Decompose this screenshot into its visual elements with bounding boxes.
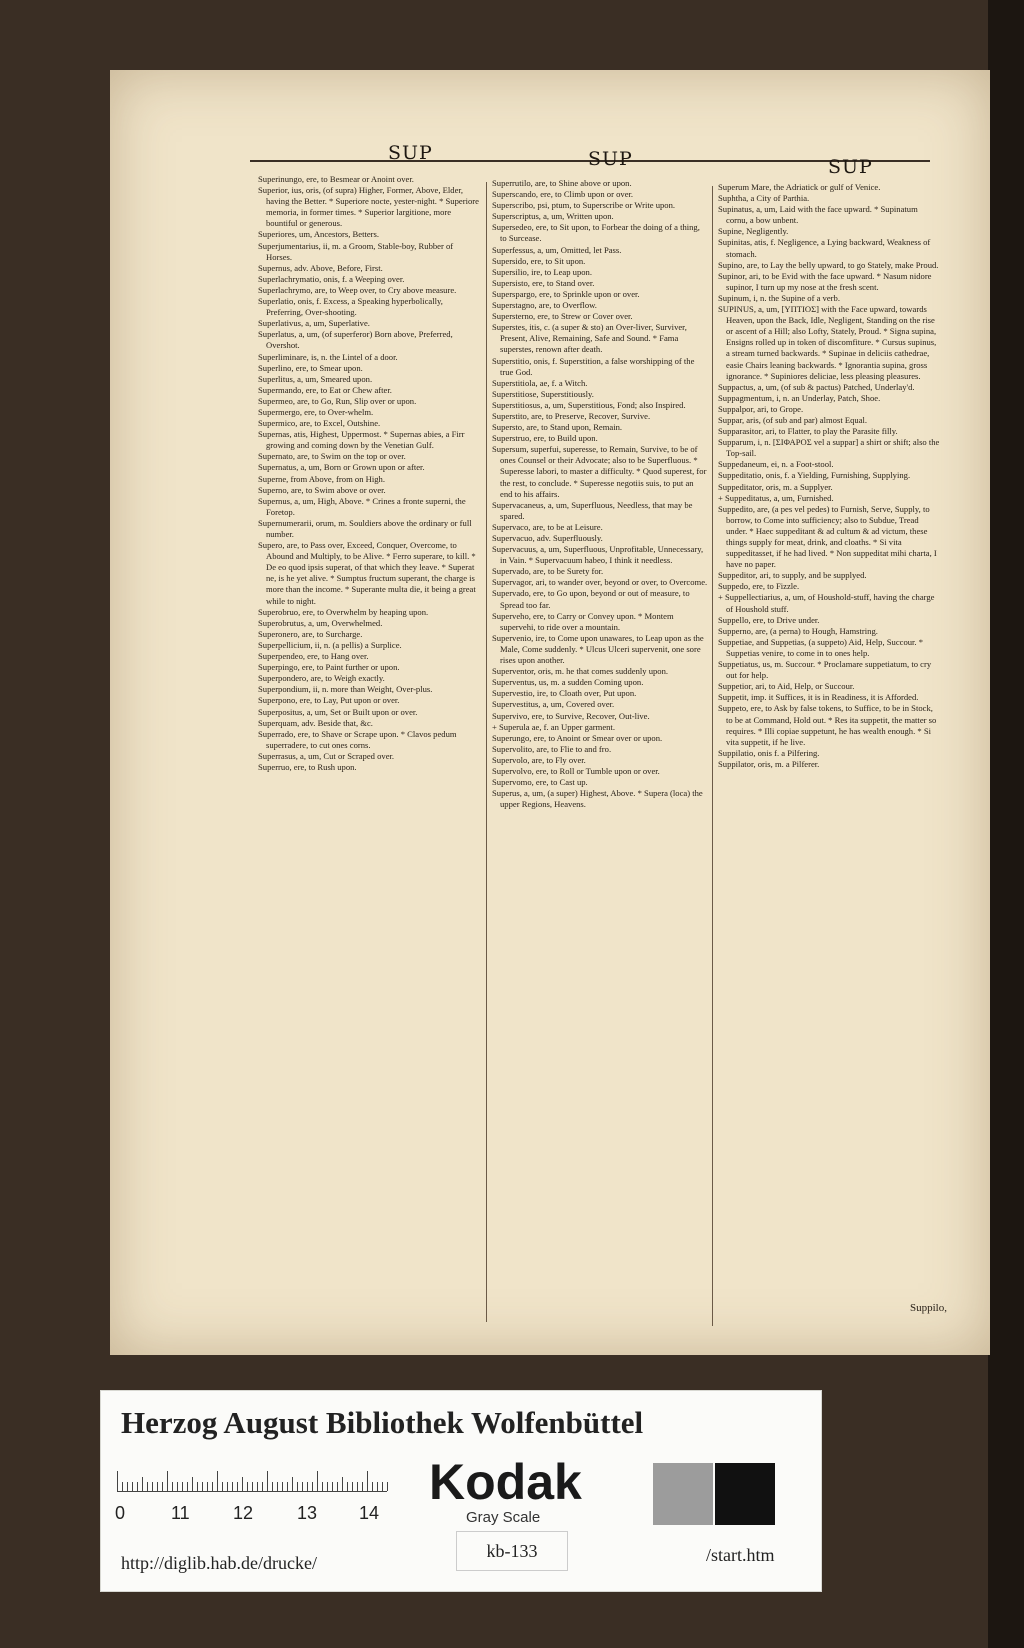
dictionary-entry: Superlachrymo, are, to Weep over, to Cry above measure. (258, 284, 457, 295)
dictionary-entry: Superscando, ere, to Climb upon or over. (492, 189, 634, 200)
ruler-tick (287, 1482, 288, 1491)
dictionary-entry: Superpellicium, ii, n. (a pellis) a Surplice. (258, 639, 402, 650)
dictionary-entry: Supernatus, a, um, Born or Grown upon or after. (258, 462, 425, 473)
dictionary-entry: Supervaco, are, to be at Leisure. (492, 521, 603, 532)
dictionary-entry: Suppar, aris, (of sub and par) almost Equal. (718, 414, 868, 425)
dictionary-entry: Superlatio, onis, f. Excess, a Speaking hyperbolically, Preferring, Over-shooting. (258, 296, 443, 318)
dictionary-entry: Suppetiatus, us, m. Succour. * Proclamare suppetiatum, to cry out for help. (718, 659, 932, 681)
dictionary-entry: Supervestio, ire, to Cloath over, Put upon. (492, 688, 637, 699)
dictionary-entry: Superjumentarius, ii, m. a Groom, Stable-boy, Rubber of Horses. (258, 240, 454, 262)
dictionary-entry: Superpono, ere, to Lay, Put upon or over. (258, 695, 400, 706)
scan-edge (988, 0, 1024, 1648)
dictionary-entry: Superlativus, a, um, Superlative. (258, 318, 370, 329)
dictionary-entry: Superstitiola, ae, f. a Witch. (492, 377, 588, 388)
dictionary-entry: Superpendeo, ere, to Hang over. (258, 651, 369, 662)
url-text: http://diglib.hab.de/drucke/ (121, 1553, 317, 1573)
dictionary-entry: SUPINUS, a, um, [ΥΠΤΙΟΣ] with the Face upward, towards Heaven, upon the Back, Idle, Negligent, Standing on the rise or ascent of a Hill; also Lofty, Stately, Proud. * Signa supina, Ensigns rolled up in token of discomfiture. * Cursus supinus, a stream turned backwards. * Supinae in deliciis cathedrae, easie Chairs leaning backwards. * Ignorantia supina, gross ignorance. * Supiniores deliciae, less pleasing pleasures. (718, 304, 937, 381)
gray-scale-label: Gray Scale (466, 1509, 541, 1526)
dictionary-entry: Suppactus, a, um, (of sub & pactus) Patched, Underlay'd. (718, 381, 915, 392)
dictionary-entry: Superveho, ere, to Carry or Convey upon. * Montem supervehi, to ride over a mountain. (492, 610, 674, 632)
ruler-tick (222, 1482, 223, 1491)
shelf-code: kb-133 (456, 1531, 568, 1571)
dictionary-entry: Supervolito, are, to Flie to and fro. (492, 743, 612, 754)
dictionary-entry: Superrutilo, are, to Shine above or upon. (492, 178, 632, 188)
dictionary-entry: + Superula ae, f. an Upper garment. (492, 721, 615, 732)
dictionary-entry: Suppeto, ere, to Ask by false tokens, to Suffice, to be in Stock, to be at Command, Hold out. * Res ita suppetit, the matter so requires. * Illi copiae suppetunt, he has wealth enough. * Si vita suppetit, if he live. (718, 703, 937, 747)
dictionary-entry: Suppeditator, oris, m. a Supplyer. (718, 481, 833, 492)
ruler-tick (372, 1482, 373, 1491)
dictionary-entry: Superobruo, ere, to Overwhelm by heaping upon. (258, 606, 429, 617)
ruler-tick (297, 1482, 298, 1491)
ruler-tick (332, 1482, 333, 1491)
ruler-tick (152, 1482, 153, 1491)
dictionary-entry: Suppello, ere, to Drive under. (718, 614, 820, 625)
ruler-tick (137, 1482, 138, 1491)
dictionary-entry: Superstagno, are, to Overflow. (492, 300, 597, 311)
header-right: SUP (828, 156, 873, 178)
dictionary-column-3 (718, 182, 940, 770)
ruler-tick (202, 1482, 203, 1491)
ruler-tick (277, 1482, 278, 1491)
dictionary-entry: Supernus, adv. Above, Before, First. (258, 262, 383, 273)
ruler-tick (232, 1482, 233, 1491)
ruler-tick (387, 1482, 388, 1491)
ruler-tick (127, 1482, 128, 1491)
dictionary-entry: Supermergo, ere, to Over-whelm. (258, 406, 374, 417)
dictionary-entry: Superungo, ere, to Anoint or Smear over or upon. (492, 732, 663, 743)
dictionary-entry: Suppetit, imp. it Suffices, it is in Readiness, it is Afforded. (718, 692, 919, 703)
column-divider (486, 182, 487, 1322)
ruler-tick (307, 1482, 308, 1491)
ruler-tick (352, 1482, 353, 1491)
black-swatch (715, 1463, 775, 1525)
archive-card (100, 1390, 822, 1592)
ruler-label: 12 (233, 1503, 254, 1523)
dictionary-entry: Supervacaneus, a, um, Superfluous, Needless, that may be spared. (492, 499, 693, 521)
ruler-tick (172, 1482, 173, 1491)
kodak-logo: Kodak (429, 1454, 582, 1510)
dictionary-entry: Superscribo, psi, ptum, to Superscribe or Write upon. (492, 200, 676, 211)
ruler-tick (367, 1471, 368, 1491)
dictionary-entry: Supernus, a, um, High, Above. * Crines a fronte superni, the Foretop. (258, 495, 466, 517)
dictionary-column-1 (258, 174, 480, 773)
dictionary-entry: Supinor, ari, to be Evid with the face upward. * Nasum nidore supinor, I turn up my nose at the fresh scent. (718, 270, 932, 292)
dictionary-entry: Supparum, i, n. [ΣΙΦΑΡΟΣ vel a suppar] a shirt or shift; also the Top-sail. (718, 437, 940, 459)
dictionary-entry: Superventus, us, m. a sudden Coming upon. (492, 677, 644, 688)
dictionary-entry: Supervado, are, to be Surety for. (492, 566, 604, 577)
ruler-label: 11 (171, 1503, 190, 1523)
dictionary-entry: Superspargo, ere, to Sprinkle upon or over. (492, 288, 640, 299)
start-path: /start.htm (706, 1545, 775, 1565)
ruler-tick (342, 1477, 343, 1491)
dictionary-entry: Supersilio, ire, to Leap upon. (492, 266, 593, 277)
ruler-tick (167, 1471, 168, 1491)
ruler-tick (157, 1482, 158, 1491)
dictionary-entry: Superliminare, is, n. the Lintel of a door. (258, 351, 398, 362)
ruler-tick (177, 1482, 178, 1491)
dictionary-entry: Supperno, are, (a perna) to Hough, Hamstring. (718, 625, 878, 636)
dictionary-entry: Superpositus, a, um, Set or Built upon or over. (258, 706, 418, 717)
ruler-tick (117, 1471, 118, 1491)
dictionary-entry: Superstes, itis, c. (a super & sto) an Over-liver, Surviver, Present, Alive, Remaining, Safe and Sound. * Fama superstes, renown after death. (492, 322, 687, 355)
library-title: Herzog August Bibliothek Wolfenbüttel (121, 1405, 644, 1440)
dictionary-entry: Suppedo, ere, to Fizzle. (718, 581, 800, 592)
dictionary-entry: Supervestitus, a, um, Covered over. (492, 699, 615, 710)
dictionary-entry: Suppilator, oris, m. a Pilferer. (718, 758, 820, 769)
ruler-tick (147, 1482, 148, 1491)
dictionary-entry: Supermico, are, to Excel, Outshine. (258, 418, 381, 429)
dictionary-entry: Superstito, are, to Preserve, Recover, Survive. (492, 410, 651, 421)
dictionary-entry: Superpondero, are, to Weigh exactly. (258, 673, 385, 684)
header-left: SUP (388, 142, 433, 164)
ruler-tick (272, 1482, 273, 1491)
ruler-tick (362, 1482, 363, 1491)
dictionary-entry: Suppetior, ari, to Aid, Help, or Succour. (718, 681, 855, 692)
ruler-tick (182, 1482, 183, 1491)
dictionary-entry: Supino, are, to Lay the belly upward, to go Stately, make Proud. (718, 259, 939, 270)
column-divider (712, 186, 713, 1326)
ruler-tick (197, 1482, 198, 1491)
ruler-tick (247, 1482, 248, 1491)
dictionary-entry: Superstitiosus, a, um, Superstitious, Fond; also Inspired. (492, 399, 686, 410)
dictionary-entry: Supervivo, ere, to Survive, Recover, Out-live. (492, 710, 650, 721)
ruler-tick (142, 1477, 143, 1491)
dictionary-entry: Supersto, are, to Stand upon, Remain. (492, 422, 623, 433)
dictionary-entry: Supermeo, are, to Go, Run, Slip over or upon. (258, 395, 417, 406)
ruler-tick (227, 1482, 228, 1491)
dictionary-entry: Superrado, ere, to Shave or Scrape upon. * Clavos pedum superradere, to cut ones corns. (258, 728, 457, 750)
dictionary-entry: Suppeditatio, onis, f. a Yielding, Furnishing, Supplying. (718, 470, 911, 481)
ruler-tick (322, 1482, 323, 1491)
dictionary-entry: Superne, from Above, from on High. (258, 473, 385, 484)
ruler-tick (337, 1482, 338, 1491)
ruler-tick (292, 1477, 293, 1491)
ruler-label: 0 (115, 1503, 126, 1523)
dictionary-entry: Supervagor, ari, to wander over, beyond or over, to Overcome. (492, 577, 708, 588)
dictionary-entry: Supernumerarii, orum, m. Souldiers above the ordinary or full number. (258, 517, 472, 539)
scale-ruler (117, 1471, 387, 1492)
ruler-tick (377, 1482, 378, 1491)
ruler-tick (357, 1482, 358, 1491)
dictionary-entry: Superquam, adv. Beside that, &c. (258, 717, 373, 728)
dictionary-entry: Supervolvo, ere, to Roll or Tumble upon or over. (492, 765, 660, 776)
dictionary-entry: Supersterno, ere, to Strew or Cover over. (492, 311, 633, 322)
ruler-tick (212, 1482, 213, 1491)
dictionary-column-2 (492, 178, 708, 810)
dictionary-entry: Superpingo, ere, to Paint further or upon. (258, 662, 400, 673)
ruler-tick (302, 1482, 303, 1491)
ruler-tick (237, 1482, 238, 1491)
dictionary-entry: Superlatus, a, um, (of superferor) Born above, Preferred, Overshot. (258, 329, 453, 351)
dictionary-entry: Supero, are, to Pass over, Exceed, Conquer, Overcome, to Abound and Multiply, to be Alive. * Ferro superare, to kill. * De eo quod ipsis superat, of that which they leave. * Superat ne, is he yet alive. * Sumptus fructum superant, the charge is more than the income. * Superante multa die, it being a great while to night. (258, 540, 476, 606)
ruler-tick (242, 1477, 243, 1491)
dictionary-entry: Suppedito, are, (a pes vel pedes) to Furnish, Serve, Supply, to borrow, to Come into sufficiency; also to Subdue, Tread under. * Haec suppeditant & ad cultum & ad victum, these things supply for meat, drink, and cloaths. * Si vita suppeditasset, if he had lived. * Non suppeditat mihi charta, I have no paper. (718, 503, 937, 570)
dictionary-entry: Superrasus, a, um, Cut or Scraped over. (258, 750, 395, 761)
dictionary-entry: Superstitiose, Superstitiously. (492, 388, 594, 399)
catchword: Suppilo, (910, 1302, 947, 1314)
dictionary-page (110, 70, 990, 1355)
dictionary-entry: Supine, Negligently. (718, 226, 789, 237)
dictionary-entry: Suppedaneum, ei, n. a Foot-stool. (718, 459, 834, 470)
dictionary-entry: Suppeditor, ari, to supply, and be supplyed. (718, 570, 867, 581)
dictionary-entry: Supervolo, are, to Fly over. (492, 754, 586, 765)
dictionary-entry: Supparasitor, ari, to Flatter, to play the Parasite filly. (718, 426, 898, 437)
dictionary-entry: + Suppellectiarius, a, um, of Houshold-stuff, having the charge of Houshold stuff. (718, 592, 935, 614)
dictionary-entry: Superonero, are, to Surcharge. (258, 628, 363, 639)
dictionary-entry: Superstruo, ere, to Build upon. (492, 433, 598, 444)
dictionary-entry: Superpondium, ii, n. more than Weight, Over-plus. (258, 684, 433, 695)
dictionary-entry: Suppalpor, ari, to Grope. (718, 403, 804, 414)
gray-swatch (653, 1463, 713, 1525)
dictionary-entry: Superventor, oris, m. he that comes suddenly upon. (492, 666, 669, 677)
ruler-tick (187, 1482, 188, 1491)
dictionary-entry: Superior, ius, oris, (of supra) Higher, Former, Above, Elder, having the Better. * Superiore nocte, yester-night. * Superiore memoria, in former times. * Superior largitione, more bountiful or generous. (258, 185, 479, 229)
dictionary-entry: Superobrutus, a, um, Overwhelmed. (258, 617, 383, 628)
dictionary-entry: Supinatus, a, um, Laid with the face upward. * Supinatum cornu, a bow unbent. (718, 204, 918, 226)
ruler-tick (347, 1482, 348, 1491)
header-center: SUP (588, 148, 633, 170)
dictionary-entry: Supersido, ere, to Sit upon. (492, 255, 586, 266)
dictionary-entry: Supervacuus, a, um, Superfluous, Unprofitable, Unnecessary, in Vain. * Supervacuum habeo, I think it needless. (492, 544, 704, 566)
dictionary-entry: Superlino, ere, to Smear upon. (258, 362, 363, 373)
dictionary-entry: Superstitio, onis, f. Superstition, a false worshipping of the true God. (492, 355, 695, 377)
dictionary-entry: Superlitus, a, um, Smeared upon. (258, 373, 373, 384)
ruler-label: 13 (297, 1503, 318, 1523)
dictionary-entry: Superus, a, um, (a super) Highest, Above. * Supera (loca) the upper Regions, Heavens. (492, 788, 703, 810)
ruler-tick (132, 1482, 133, 1491)
dictionary-entry: Superruo, ere, to Rush upon. (258, 761, 357, 772)
ruler-tick (267, 1471, 268, 1491)
dictionary-entry: Superlachrymatio, onis, f. a Weeping over. (258, 273, 405, 284)
ruler-tick (317, 1471, 318, 1491)
dictionary-entry: Supervenio, ire, to Come upon unawares, to Leap upon as the Male, Come suddenly. * Ulcus Ulceri supervenit, one sore rises upon another. (492, 632, 704, 666)
dictionary-entry: Supersisto, ere, to Stand over. (492, 277, 595, 288)
ruler-tick (282, 1482, 283, 1491)
dictionary-entry: Superfessus, a, um, Omitted, let Pass. (492, 244, 622, 255)
dictionary-entry: Superscriptus, a, um, Written upon. (492, 211, 614, 222)
dictionary-entry: Supersum, superfui, superesse, to Remain, Survive, to be of ones Counsel or their Advocate; also to be Superfluous. * Superesse labori, to master a difficulty. * Quod superest, for the rest, to conclude. * Superesse negotiis suis, to put an end to his affairs. (492, 444, 707, 499)
ruler-label: 14 (359, 1503, 380, 1523)
dictionary-entry: Supervomo, ere, to Cast up. (492, 777, 588, 788)
dictionary-entry: Superno, are, to Swim above or over. (258, 484, 386, 495)
dictionary-entry: Supervado, ere, to Go upon, beyond or out of measure, to Spread too far. (492, 588, 690, 610)
dictionary-entry: Supinum, i, n. the Supine of a verb. (718, 292, 840, 303)
dictionary-entry: Supinitas, atis, f. Negligence, a Lying backward, Weakness of stomach. (718, 237, 931, 259)
ruler-tick (162, 1482, 163, 1491)
dictionary-entry: Superiores, um, Ancestors, Betters. (258, 229, 380, 240)
ruler-tick (122, 1482, 123, 1491)
dictionary-entry: Suppagmentum, i, n. an Underlay, Patch, Shoe. (718, 392, 881, 403)
dictionary-entry: Supermando, ere, to Eat or Chew after. (258, 384, 392, 395)
dictionary-entry: Supernato, are, to Swim on the top or over. (258, 451, 406, 462)
ruler-tick (192, 1477, 193, 1491)
ruler-tick (257, 1482, 258, 1491)
dictionary-entry: Superum Mare, the Adriatick or gulf of Venice. (718, 182, 881, 192)
ruler-tick (217, 1471, 218, 1491)
dictionary-entry: Suppetiae, and Suppetias, (a suppeto) Aid, Help, Succour. * Suppetias venire, to come in to ones help. (718, 636, 924, 658)
dictionary-entry: Supersedeo, ere, to Sit upon, to Forbear the doing of a thing, to Surcease. (492, 222, 700, 244)
ruler-tick (327, 1482, 328, 1491)
ruler-tick (207, 1482, 208, 1491)
dictionary-entry: Suppilatio, onis f. a Pilfering. (718, 747, 820, 758)
dictionary-entry: Supernas, atis, Highest, Uppermost. * Supernas abies, a Firr growing and coming down by the Venetian Gulf. (258, 429, 465, 451)
dictionary-entry: + Suppeditatus, a, um, Furnished. (718, 492, 834, 503)
ruler-tick (252, 1482, 253, 1491)
ruler-tick (382, 1482, 383, 1491)
dictionary-entry: Superinungo, ere, to Besmear or Anoint over. (258, 174, 414, 184)
ruler-tick (262, 1482, 263, 1491)
dictionary-entry: Supervacuo, adv. Superfluously. (492, 533, 603, 543)
dictionary-entry: Suphtha, a City of Parthia. (718, 193, 810, 204)
ruler-tick (312, 1482, 313, 1491)
